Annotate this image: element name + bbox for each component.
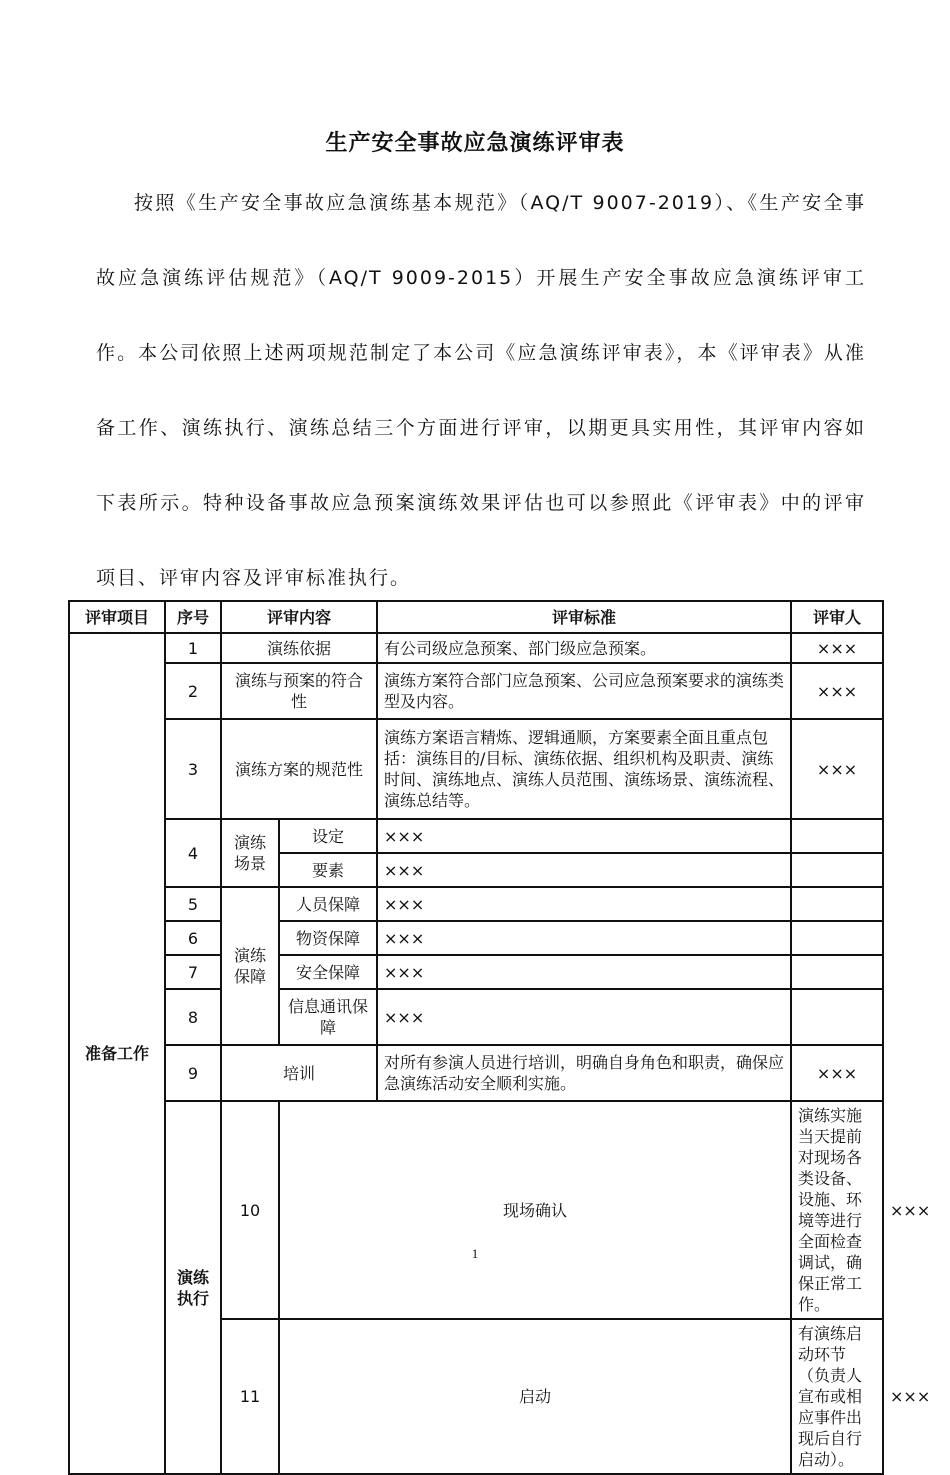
row-content: 演练与预案的符合性: [221, 663, 377, 719]
row-no: 2: [165, 663, 221, 719]
header-no: 序号: [165, 601, 221, 633]
table-row: [69, 955, 883, 989]
table-row: [69, 819, 883, 853]
header-item: 评审项目: [69, 601, 165, 633]
row-standard: ×××: [377, 819, 791, 853]
table-row: [69, 989, 883, 1045]
row-reviewer: [791, 853, 883, 887]
row-standard: 对所有参演人员进行培训，明确自身角色和职责，确保应急演练活动安全顺利实施。: [377, 1045, 791, 1101]
header-content: 评审内容: [221, 601, 377, 633]
row-reviewer: [791, 989, 883, 1045]
row-standard: ×××: [377, 955, 791, 989]
row-reviewer: ×××: [791, 719, 883, 819]
row-content: 安全保障: [279, 955, 377, 989]
row-content: 现场确认: [279, 1101, 791, 1319]
row-reviewer: ×××: [791, 633, 883, 663]
row-reviewer: ×××: [791, 1045, 883, 1101]
page-title: 生产安全事故应急演练评审表: [325, 131, 625, 156]
row-standard: ×××: [377, 921, 791, 955]
row-content: 演练依据: [221, 633, 377, 663]
table-row: [69, 663, 883, 719]
table-row: [69, 719, 883, 819]
row-reviewer: [791, 887, 883, 921]
page-number: 1: [471, 1246, 479, 1261]
row-no: 5: [165, 887, 221, 921]
row-standard: 有公司级应急预案、部门级应急预案。: [377, 633, 791, 663]
row-no: 4: [165, 819, 221, 887]
row-content: 演练方案的规范性: [221, 719, 377, 819]
row-standard: ×××: [377, 887, 791, 921]
row-no: 1: [165, 633, 221, 663]
row-content: 要素: [279, 853, 377, 887]
row-content: 信息通讯保障: [279, 989, 377, 1045]
row-content: 启动: [279, 1319, 791, 1474]
group-prep: 准备工作: [69, 633, 165, 1474]
row-reviewer: [791, 819, 883, 853]
row-standard: 有演练启动环节（负责人宣布或相应事件出现后自行启动）。: [791, 1319, 883, 1474]
row-standard: ×××: [377, 989, 791, 1045]
row-standard: 演练方案符合部门应急预案、公司应急预案要求的演练类型及内容。: [377, 663, 791, 719]
table-row: [69, 921, 883, 955]
row-content: 设定: [279, 819, 377, 853]
table-row: [69, 887, 883, 921]
row-no: 10: [221, 1101, 279, 1319]
group-exec: 演练执行: [165, 1101, 221, 1474]
row-content: 物资保障: [279, 921, 377, 955]
table-row: [69, 1045, 883, 1101]
table-row: [69, 633, 883, 663]
group-guarantee: 演练保障: [221, 887, 279, 1045]
row-content: 培训: [221, 1045, 377, 1101]
row-reviewer: [791, 955, 883, 989]
header-reviewer: 评审人: [791, 601, 883, 633]
row-no: 11: [221, 1319, 279, 1474]
row-no: 7: [165, 955, 221, 989]
row-no: 3: [165, 719, 221, 819]
row-no: 6: [165, 921, 221, 955]
table-row: 11 启动 有演练启动环节（负责人宣布或相应事件出现后自行启动）。 ×××: [69, 1319, 883, 1474]
row-no: 9: [165, 1045, 221, 1101]
row-reviewer: ×××: [791, 663, 883, 719]
row-content: 人员保障: [279, 887, 377, 921]
table-row: 演练执行 10 现场确认 演练实施当天提前对现场各类设备、设施、环境等进行全面检查调试，确保正常工作。 ×××: [69, 1101, 883, 1319]
header-standard: 评审标准: [377, 601, 791, 633]
row-standard: 演练方案语言精炼、逻辑通顺，方案要素全面且重点包括：演练目的/目标、演练依据、组织机构及职责、演练时间、演练地点、演练人员范围、演练场景、演练流程、演练总结等。: [377, 719, 791, 819]
group-scene: 演练场景: [221, 819, 279, 887]
row-reviewer: [791, 921, 883, 955]
intro-paragraph: 按照《生产安全事故应急演练基本规范》（AQ/T 9007-2019）、《生产安全事故应急演练评估规范》（AQ/T 9009-2015）开展生产安全事故应急演练评审工作。本公司依照上述两项规范制定了本公司《应急演练评审表》，本《评审表》从准备工作、演练执行、演练总结三个方面进行评审，以期更具实用性，其评审内容如下表所示。特种设备事故应急预案演练效果评估也可以参照此《评审表》中的评审项目、评审内容及评审标准执行。: [96, 192, 866, 589]
row-standard: 演练实施当天提前对现场各类设备、设施、环境等进行全面检查调试，确保正常工作。: [791, 1101, 883, 1319]
table-header-row: [69, 601, 883, 633]
row-standard: ×××: [377, 853, 791, 887]
row-no: 8: [165, 989, 221, 1045]
